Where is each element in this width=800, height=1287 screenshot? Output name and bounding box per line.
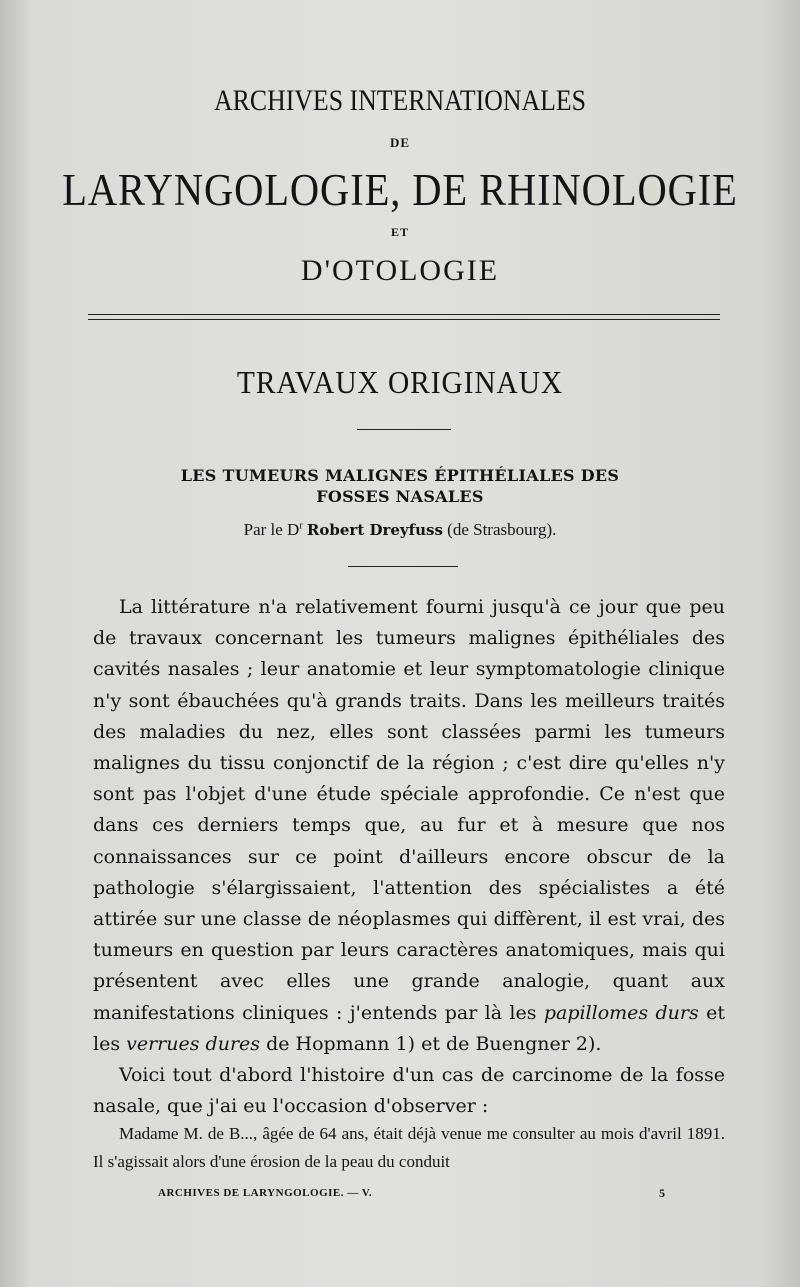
author-rule xyxy=(348,566,458,567)
article-body xyxy=(93,592,725,1122)
author-name: Robert Dreyfuss xyxy=(306,521,443,539)
term-verrues-dures: verrues dures xyxy=(126,1032,261,1055)
article-title-line2: FOSSES NASALES xyxy=(316,487,484,506)
footer-page-number: 5 xyxy=(659,1186,665,1200)
paragraph-1-text: La littérature n'a relativement fourni jusqu'à ce jour que peu de travaux concernant les tumeurs malignes épithéliales des cavités nasales ; leur anatomie et leur symptomatologie clinique n'y sont ébauchées qu'à grands traits. Dans les meilleurs traités des maladies du nez, elles sont classées parmi les tumeurs malignes du tissu conjonctif de la région ; c'est dire qu'elles n'y sont pas l'objet d'une étude spéciale approfondie. Ce n'est que dans ces derniers temps que, au fur et à mesure que nos connaissances sur ce point d'ailleurs encore obscur de la pathologie s'élargissaient, l'attention des spécialistes a été attirée sur une classe de néoplasmes qui diffèrent, il est vrai, des tumeurs en question par leurs caractères anatomiques, mais qui présentent avec elles une grande analogie, quant aux manifestations cliniques : j'entends par là les xyxy=(93,596,725,1024)
footer-journal: ARCHIVES DE LARYNGOLOGIE. — V. xyxy=(158,1187,373,1199)
paragraph-2: Voici tout d'abord l'histoire d'un cas de carcinome de la fosse nasale, que j'ai eu l'occasion d'observer : xyxy=(93,1064,725,1118)
case-report-text: Madame M. de B..., âgée de 64 ans, était déjà venue me consulter au mois d'avril 1891. Il s'agissait alors d'une érosion de la peau du conduit xyxy=(93,1124,725,1171)
masthead-line-et: ET xyxy=(390,225,409,239)
author-prefix: Par le D xyxy=(243,520,300,539)
masthead-line-laryngologie: LARYNGOLOGIE, DE RHINOLOGIE xyxy=(62,165,738,215)
masthead-line-de: DE xyxy=(389,135,411,150)
section-rule xyxy=(357,429,451,430)
paragraph-1 xyxy=(93,592,725,1060)
case-report xyxy=(93,1120,725,1176)
paragraph-1-mid: et les xyxy=(93,1001,725,1055)
article-title xyxy=(0,465,800,507)
author-suffix: (de Strasbourg). xyxy=(447,520,557,539)
double-rule-bottom xyxy=(88,319,720,320)
term-papillomes-durs: papillomes durs xyxy=(543,1001,699,1024)
section-title: TRAVAUX ORIGINAUX xyxy=(236,364,564,400)
article-title-line1: LES TUMEURS MALIGNES ÉPITHÉLIALES DES xyxy=(180,466,620,485)
masthead-line-otologie: D'OTOLOGIE xyxy=(300,254,500,287)
author-sup: r xyxy=(299,520,303,532)
masthead-line-archives: ARCHIVES INTERNATIONALES xyxy=(214,84,586,117)
paragraph-1-end: de Hopmann 1) et de Buengner 2). xyxy=(266,1032,602,1055)
author-line xyxy=(0,520,800,540)
double-rule-top xyxy=(88,314,720,315)
